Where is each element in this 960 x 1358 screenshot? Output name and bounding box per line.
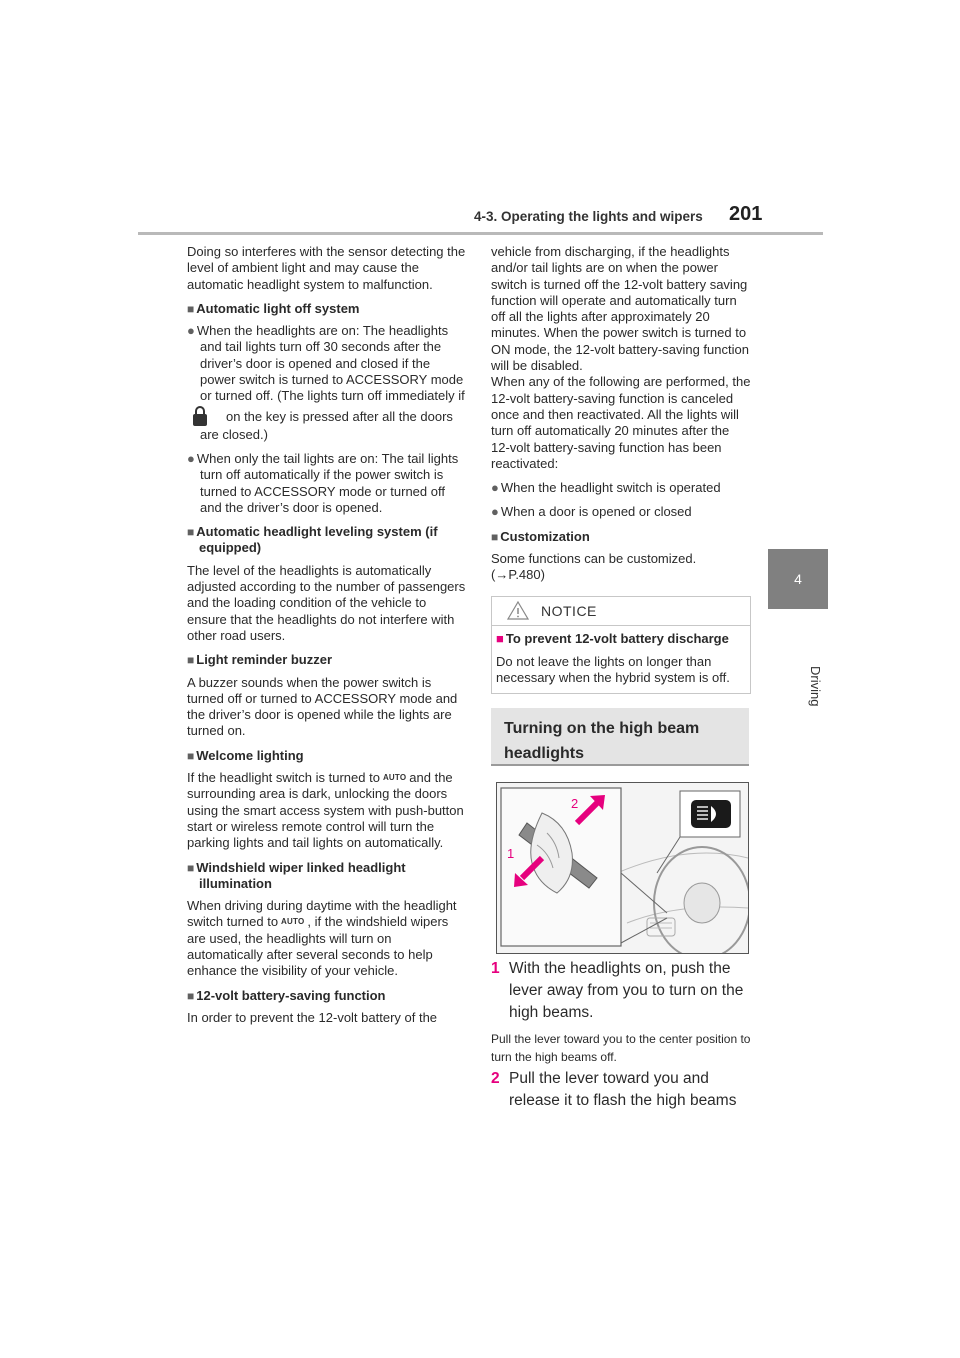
paragraph-welcome: If the headlight switch is turned to AUTO and the surrounding area is dark, unlocking the doors using the smart access system with push-button start or wireless remote control will turn the parking lights and tail lights on automatically. [187,770,464,851]
heading-auto-light-off: ■ Automatic light off system [187,301,467,317]
heading-auto-leveling: ■ Automatic headlight leveling system (if equipped) [187,524,467,557]
notice-title: NOTICE [541,603,597,619]
step-text: With the headlights on, push the lever away from you to turn on the high beams. [509,960,744,1021]
bullet-switch-operated: ● When the headlight switch is operated [491,480,751,496]
page-reference-link[interactable]: (→P.480) [491,567,545,583]
heading-customization: ■ Customization [491,529,751,545]
right-column [491,244,751,592]
figure-label-2: 2 [571,796,579,811]
left-column [187,244,467,1034]
paragraph-buzzer: A buzzer sounds when the power switch is turned off or turned to ACCESSORY mode and the driver’s door is opened while the lights are turned on. [187,674,458,739]
running-header-title: 4-3. Operating the lights and wipers [474,209,703,224]
heading-battery-saving: ■ 12-volt battery-saving function [187,988,467,1004]
page-number: 201 [729,203,763,225]
paragraph-intro: Doing so interferes with the sensor detecting the level of ambient light and may cause the automatic headlight system to malfunction. [187,244,466,292]
lock-icon [205,405,221,427]
heading-welcome-lighting: ■ Welcome lighting [187,748,467,764]
auto-switch-icon: AUTO [281,917,305,927]
step-note: Pull the lever toward you to the center position to turn the high beams off. [491,1032,751,1064]
chapter-label: Driving [808,665,823,707]
high-beam-lever-illustration [496,782,749,954]
step-2 [491,1068,751,1112]
header-rule [138,232,823,235]
heading-wiper-linked: ■ Windshield wiper linked headlight illumination [187,860,467,893]
bullet-door-opened: ● When a door is opened or closed [491,504,751,520]
paragraph-battery-continued: vehicle from discharging, if the headlights and/or tail lights are on when the power switch is turned off the 12-volt battery saving function will operate and automatically turn off all the lights after approximately 20 minutes. When the power switch is turned to ON mode, the 12-volt battery-saving function will be disabled. [491,244,749,374]
notice-box [491,596,751,694]
figure-label-1: 1 [507,846,515,861]
auto-switch-icon: AUTO [382,773,407,783]
step-text: Pull the lever toward you and release it to flash the high beams [509,1070,737,1109]
paragraph-battery: In order to prevent the 12-volt battery of the [187,1009,438,1025]
paragraph-customization: Some functions can be customized. (→P.480) [491,551,697,583]
bullet-headlights-on: ● When the headlights are on: The headlights and tail lights turn off 30 seconds after the driver’s door is opened and closed if the power switch is turned to ACCESSORY mode or turned off. (The lights turn off immediately ifon the key is pressed after all the doors are closed.) [187,323,467,443]
step-number: 2 [491,1070,500,1087]
section-heading [491,708,749,766]
bullet-tail-lights-on: ● When only the tail lights are on: The tail lights turn off automatically if the power switch is turned to ACCESSORY mode or turned off and the driver’s door is opened. [187,451,467,516]
notice-subtitle: ■ To prevent 12-volt battery discharge [496,631,729,646]
paragraph-wiper: When driving during daytime with the headlight switch turned to AUTO , if the windshield wipers are used, the headlights will turn on automatically after several seconds to help enhance the visibility of your vehicle. [187,898,457,979]
chapter-tab: 4 [768,549,828,609]
notice-header [492,597,750,626]
heading-reminder-buzzer: ■ Light reminder buzzer [187,652,467,668]
notice-body: Do not leave the lights on longer than necessary when the hybrid system is off. [496,654,730,686]
paragraph-battery-reactivation: When any of the following are performed, the 12-volt battery-saving function is canceled once and then reactivated. All the lights will turn off automatically 20 minutes after the 12-volt battery-saving function has been reactivated: [491,374,751,471]
step-1 [491,958,751,1024]
section-heading-text: Turning on the high beam headlights [504,720,700,762]
warning-triangle-icon [507,601,529,625]
step-number: 1 [491,960,500,977]
paragraph-leveling: The level of the headlights is automatically adjusted according to the number of passengers and the loading condition of the vehicle to ensure that the headlights do not interfere with other road users. [187,562,466,643]
